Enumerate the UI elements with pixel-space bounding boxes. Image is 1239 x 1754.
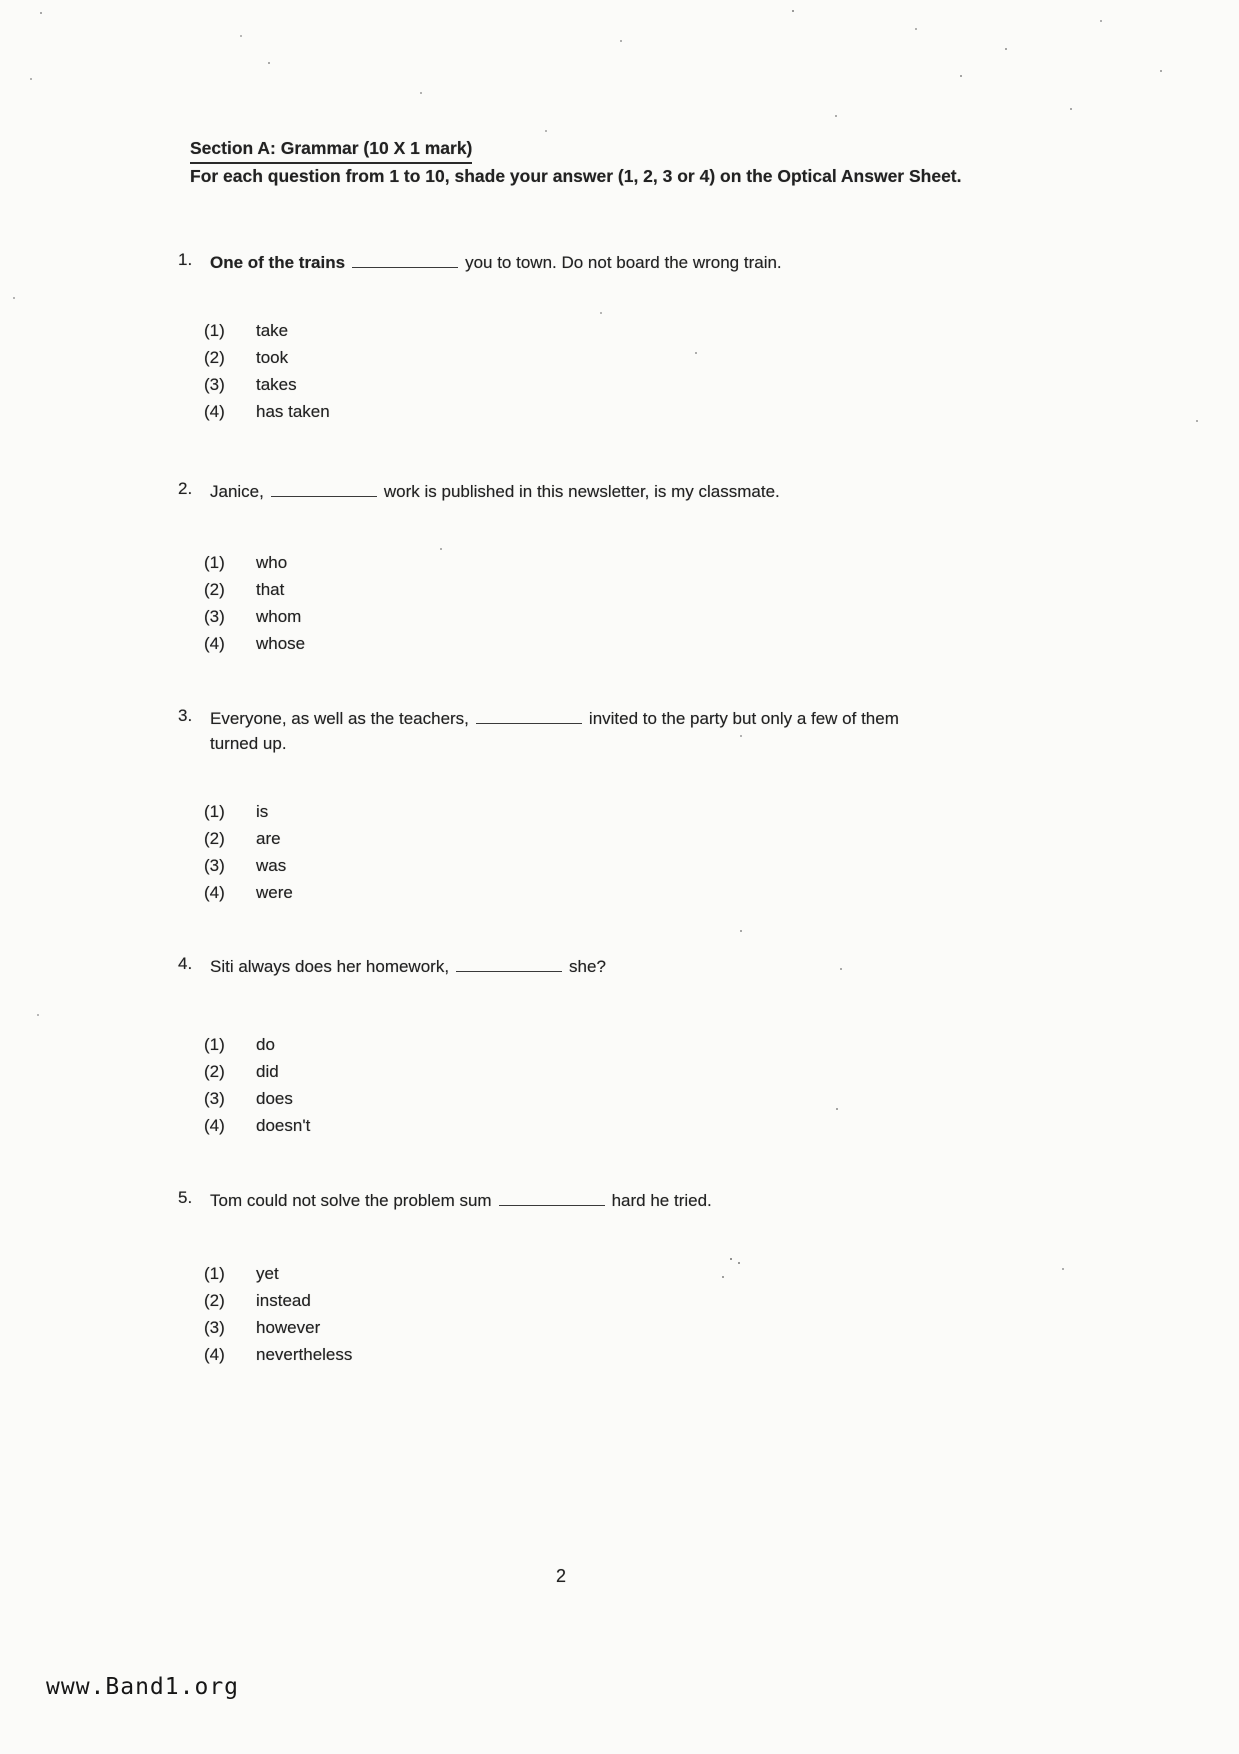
option-text: do	[256, 1035, 275, 1054]
question-3-number: 3.	[178, 706, 193, 725]
option-label: (1)	[204, 1264, 225, 1283]
option-row	[204, 549, 1000, 576]
option-text: is	[256, 802, 269, 821]
question-4-options	[204, 1031, 1000, 1139]
option-text: does	[256, 1089, 293, 1108]
option-label: (3)	[204, 856, 225, 875]
option-text: took	[256, 348, 289, 367]
option-row	[204, 1287, 1000, 1314]
option-text: doesn't	[256, 1116, 311, 1135]
option-label: (2)	[204, 1062, 225, 1081]
question-3-options	[204, 798, 1000, 906]
question-2-text	[210, 479, 1000, 504]
question-4-text-after: she?	[569, 957, 606, 976]
option-text: whom	[256, 607, 302, 626]
option-label: (4)	[204, 634, 225, 653]
question-3-text	[210, 706, 1000, 756]
option-row	[204, 1112, 1000, 1139]
option-label: (2)	[204, 348, 225, 367]
question-4-text-before: Siti always does her homework,	[210, 957, 450, 976]
option-text: did	[256, 1062, 279, 1081]
footer-site-url: www.Band1.org	[46, 1674, 240, 1700]
option-label: (1)	[204, 802, 225, 821]
question-5-number: 5.	[178, 1188, 193, 1207]
question-4-number: 4.	[178, 954, 193, 973]
option-row	[204, 825, 1000, 852]
question-5-text-before: Tom could not solve the problem sum	[210, 1191, 492, 1210]
option-label: (2)	[204, 1291, 225, 1310]
option-row	[204, 344, 1000, 371]
section-title: Section A: Grammar (10 X 1 mark)	[190, 136, 472, 164]
option-text: who	[256, 553, 288, 572]
question-3-text-before: Everyone, as well as the teachers,	[210, 709, 469, 728]
option-label: (4)	[204, 1116, 225, 1135]
question-3	[178, 706, 1000, 906]
option-row	[204, 630, 1000, 657]
option-label: (4)	[204, 402, 225, 421]
question-2-text-before: Janice,	[210, 482, 264, 501]
question-2-number: 2.	[178, 479, 193, 498]
question-1-text-after: you to town. Do not board the wrong train.	[465, 253, 782, 272]
option-row	[204, 1058, 1000, 1085]
option-label: (2)	[204, 580, 225, 599]
question-5-answer-blank	[499, 1190, 605, 1206]
question-3-text-line2: turned up.	[210, 734, 287, 753]
option-row	[204, 852, 1000, 879]
option-text: instead	[256, 1291, 311, 1310]
option-label: (4)	[204, 1345, 225, 1364]
question-4-text	[210, 954, 1000, 979]
question-5-options	[204, 1260, 1000, 1368]
option-row	[204, 576, 1000, 603]
question-2	[178, 479, 1000, 657]
option-text: was	[256, 856, 287, 875]
question-2-options	[204, 549, 1000, 657]
option-text: are	[256, 829, 281, 848]
option-text: whose	[256, 634, 306, 653]
option-label: (2)	[204, 829, 225, 848]
option-row	[204, 398, 1000, 425]
option-label: (3)	[204, 375, 225, 394]
question-4	[178, 954, 1000, 1139]
option-label: (1)	[204, 1035, 225, 1054]
question-1-answer-blank	[352, 252, 458, 268]
question-5-text-after: hard he tried.	[611, 1191, 712, 1210]
question-1	[178, 250, 1000, 425]
option-row	[204, 1341, 1000, 1368]
question-3-text-after: invited to the party but only a few of them	[588, 709, 899, 728]
question-2-answer-blank	[271, 481, 377, 497]
option-row	[204, 798, 1000, 825]
option-row	[204, 317, 1000, 344]
option-text: has taken	[256, 402, 330, 421]
option-row	[204, 1031, 1000, 1058]
option-label: (4)	[204, 883, 225, 902]
option-label: (1)	[204, 553, 225, 572]
option-label: (3)	[204, 1318, 225, 1337]
option-label: (3)	[204, 607, 225, 626]
question-3-answer-blank	[476, 708, 582, 724]
option-row	[204, 1085, 1000, 1112]
option-text: take	[256, 321, 289, 340]
page-number: 2	[556, 1566, 567, 1586]
option-label: (1)	[204, 321, 225, 340]
option-row	[204, 371, 1000, 398]
question-1-number: 1.	[178, 250, 193, 269]
option-row	[204, 1260, 1000, 1287]
section-instructions: For each question from 1 to 10, shade your answer (1, 2, 3 or 4) on the Optical Answer Sheet.	[190, 166, 962, 186]
question-1-text	[210, 250, 1000, 275]
option-text: that	[256, 580, 285, 599]
question-1-text-before: One of the trains	[210, 253, 346, 272]
option-row	[204, 879, 1000, 906]
question-4-answer-blank	[456, 956, 562, 972]
option-row	[204, 603, 1000, 630]
option-text: nevertheless	[256, 1345, 353, 1364]
question-5-text	[210, 1188, 1000, 1213]
question-5	[178, 1188, 1000, 1368]
section-header	[190, 136, 995, 189]
option-text: however	[256, 1318, 321, 1337]
scan-noise-specks	[0, 0, 2, 2]
option-row	[204, 1314, 1000, 1341]
question-2-text-after: work is published in this newsletter, is my classmate.	[383, 482, 780, 501]
option-text: takes	[256, 375, 297, 394]
option-text: were	[256, 883, 293, 902]
option-label: (3)	[204, 1089, 225, 1108]
option-text: yet	[256, 1264, 279, 1283]
question-1-options	[204, 317, 1000, 425]
